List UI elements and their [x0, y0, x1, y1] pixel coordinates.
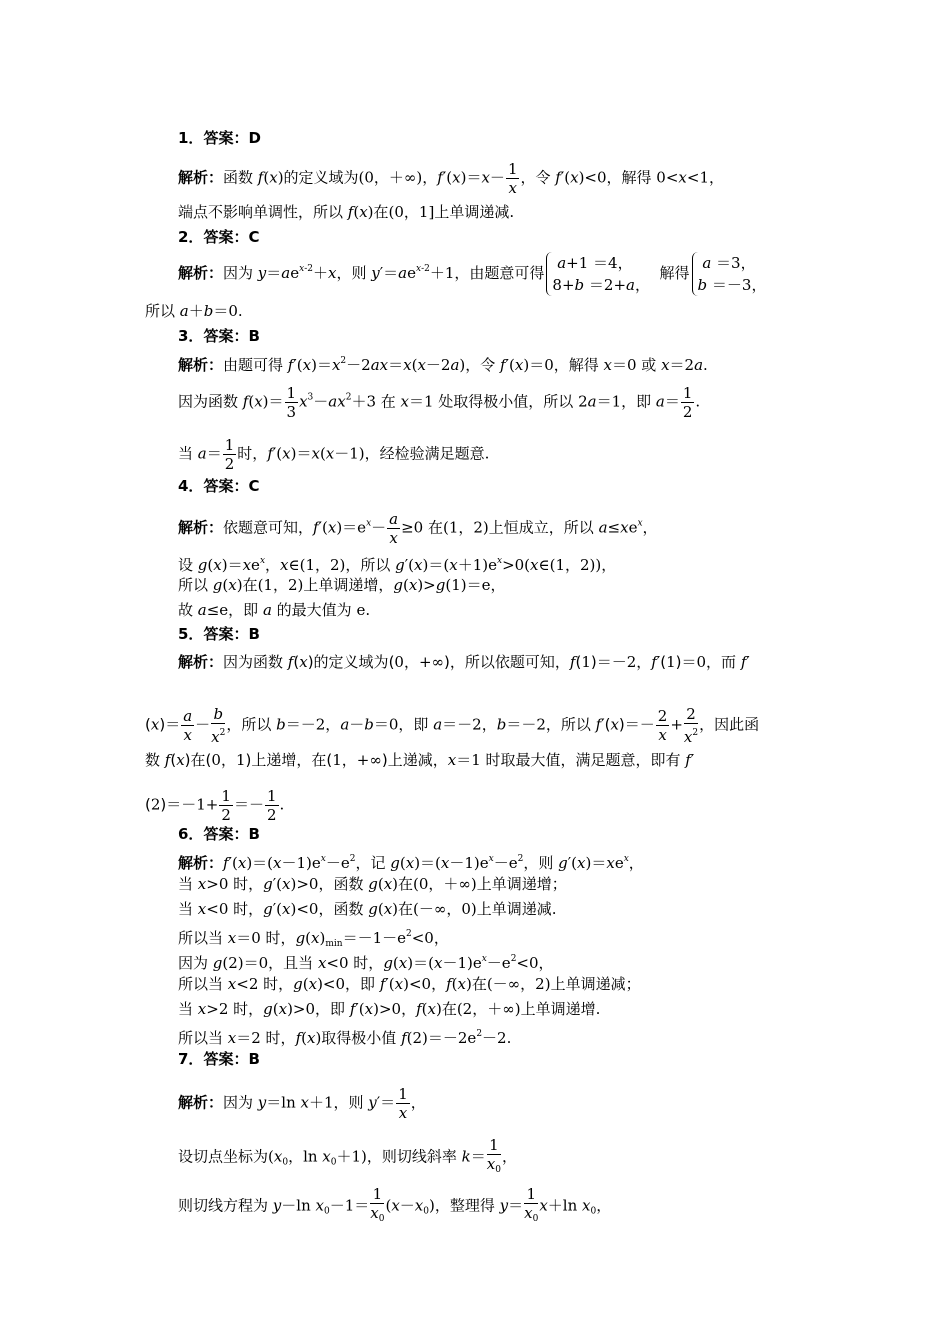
explanation-3-line-3: 当 a＝ $\frac{1}{2}$ 时，f′(x)＝x(x－1)，经检验满足题意. [178, 436, 490, 473]
explanation-6-line-3: 当 x<0 时，g′(x)<0，函数 g(x)在(－∞，0)上单调递减. [178, 900, 557, 918]
explanation-5-line-1: 解析：因为函数 f(x)的定义域为(0，+∞)，所以依题可知，f(1)＝－2，f′(1)＝0，而 f′ [178, 653, 750, 671]
explanation-3-line-1: 解析：由题可得 $f'(x)=x^2-2ax=x(x-2a)$，令 f′(x)＝0，解得 x＝0 或 x＝2a. [178, 356, 708, 374]
explanation-4-line-1: 解析：依题意可知，$f'(x)=e^x-$ $\frac{a}{x}$ ≥0 在(1，2)上恒成立，所以 $a\le xe^x$， [178, 510, 658, 547]
answer-6: 6．答案：B [178, 825, 260, 843]
explanation-6-line-5: 因为 g(2)＝0，且当 x<0 时，$g(x)=(x-1)e^x-e^2<0$， [178, 954, 554, 972]
answer-3: 3．答案：B [178, 327, 260, 345]
explanation-1-line-1: 解析：函数 f(x)的定义域为(0，＋∞)，f′(x)＝x－ $\frac{1}{x}$ ，令 f′(x)<0，解得 0<x<1， [178, 160, 725, 197]
explanation-5-line-4: (2)＝－1+ $\frac{1}{2}$ ＝－ $\frac{1}{2}$ . [145, 787, 285, 824]
explanation-5-line-3: 数 f(x)在(0，1)上递增，在(1，+∞)上递减，x＝1 时取最大值，满足题意，即有 f′ [145, 751, 695, 769]
explanation-7-line-2: 设切点坐标为($x_0$，$\ln x_0+1$)，则切线斜率 k＝ $\frac{1}{x_0}$ ， [178, 1136, 517, 1175]
answer-5: 5．答案：B [178, 625, 260, 643]
answer-4: 4．答案：C [178, 477, 260, 495]
explanation-4-line-4: 故 a≤e，即 a 的最大值为 e. [178, 601, 371, 619]
explanation-6-line-8: 所以当 x＝2 时，f(x)取得极小值 $f(2)=-2e^2-2$. [178, 1029, 512, 1047]
answer-1: 1．答案：D [178, 129, 261, 147]
explanation-6-line-7: 当 x>2 时，g(x)>0，即 f′(x)>0，f(x)在(2，＋∞)上单调递增. [178, 1000, 601, 1018]
explanation-2-line-2: 所以 a＋b＝0. [145, 302, 243, 320]
explanation-3-line-2: 因为函数 f(x)＝ $\frac{1}{3}$ $x^3-ax^2+3$ 在 x＝1 处取得极小值，所以 2a＝1，即 a＝ $\frac{1}{2}$ . [178, 384, 701, 421]
explanation-2-line-1: 解析：因为 $y=ae^{x-2}+x$，则 $y'=ae^{x-2}+1$，由题意可得 a+1 ＝4， 8+b ＝2+a， 解得 a ＝3， b ＝－3， [178, 254, 767, 294]
explanation-1-line-2: 端点不影响单调性，所以 f(x)在(0，1]上单调递减. [178, 203, 515, 221]
answer-2: 2．答案：C [178, 228, 260, 246]
explanation-6-line-1: 解析：$f'(x)=(x-1)e^x-e^2$，记 $g(x)=(x-1)e^x-e^2$，则 $g'(x)=xe^x$， [178, 854, 644, 872]
explanation-6-line-6: 所以当 x<2 时，g(x)<0，即 f′(x)<0，f(x)在(－∞，2)上单调递减； [178, 975, 641, 993]
answer-7: 7．答案：B [178, 1050, 260, 1068]
explanation-4-line-2: 设 $g(x)=xe^x$，x∈(1，2)，所以 $g'(x)=(x+1)e^x>0(x\in(1$，2))， [178, 556, 617, 574]
explanation-4-line-3: 所以 g(x)在(1，2)上单调递增，g(x)>g(1)＝e， [178, 576, 506, 594]
explanation-6-line-4: 所以当 x＝0 时，$g(x)_{min}=-1-e^2<0$， [178, 929, 449, 949]
explanation-7-line-3: 则切线方程为 y－ln $x_0-1=$ $\frac{1}{x_0}$ $(x-x_0)$，整理得 y＝ $\frac{1}{x_0}$ x＋ln $x_0$， [178, 1185, 612, 1224]
explanation-5-line-2: (x)＝ $\frac{a}{x}$ － $\frac{b}{x^2}$ ，所以 b＝－2，a－b＝0，即 a＝－2，b＝－2，所以 f′(x)＝－ $\frac{2}{x}$ + $\frac{2}{x^2}$ ，因此函 [145, 705, 760, 746]
explanation-7-line-1: 解析：因为 y＝ln x＋1，则 y′＝ $\frac{1}{x}$ ， [178, 1085, 426, 1122]
explanation-6-line-2: 当 x>0 时，g′(x)>0，函数 g(x)在(0，＋∞)上单调递增； [178, 875, 567, 893]
